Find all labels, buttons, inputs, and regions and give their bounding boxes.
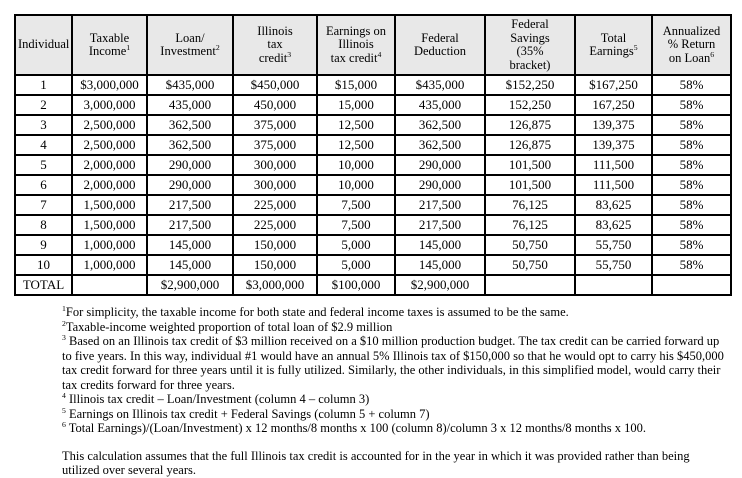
table-cell: 362,500 xyxy=(395,115,485,135)
table-cell: 10,000 xyxy=(317,175,395,195)
table-cell: 2,000,000 xyxy=(72,155,147,175)
table-cell: $2,900,000 xyxy=(147,275,233,295)
column-header-8: Total Earnings$^5$ xyxy=(575,15,652,75)
table-cell: 145,000 xyxy=(147,235,233,255)
column-header-4: Illinois tax credit$^3$ xyxy=(233,15,317,75)
table-cell: 1,000,000 xyxy=(72,255,147,275)
table-cell: 101,500 xyxy=(485,175,575,195)
table-cell: 375,000 xyxy=(233,135,317,155)
table-cell: 50,750 xyxy=(485,255,575,275)
footnote-marker: 5 xyxy=(62,405,66,415)
footnote-1: $^1$For simplicity, the taxable income for both state and federal income taxes is assumed to be the same. xyxy=(62,303,569,319)
table-cell: 290,000 xyxy=(147,175,233,195)
table-cell: 5,000 xyxy=(317,235,395,255)
table-cell: 3,000,000 xyxy=(72,95,147,115)
footnote-6: $^6$ Total Earnings)/(Loan/Investment) x 12 months/8 months x 100 (column 8)/column 3 x 12 months/8 months x 100. xyxy=(62,419,646,435)
table-cell xyxy=(485,275,575,295)
table-cell: 145,000 xyxy=(395,235,485,255)
table-cell: 15,000 xyxy=(317,95,395,115)
table-cell: $152,250 xyxy=(485,75,575,95)
table-cell: 145,000 xyxy=(147,255,233,275)
table-cell: 58% xyxy=(652,215,731,235)
table-row xyxy=(15,255,731,275)
table-cell: $3,000,000 xyxy=(72,75,147,95)
table-cell: 217,500 xyxy=(395,215,485,235)
table-cell: 225,000 xyxy=(233,195,317,215)
footnote-marker: 6 xyxy=(62,419,66,429)
table-cell: 217,500 xyxy=(147,195,233,215)
total-row xyxy=(15,275,731,295)
table-cell: 3 xyxy=(15,115,72,135)
table-cell: 139,375 xyxy=(575,135,652,155)
table-cell: 58% xyxy=(652,115,731,135)
table-cell: 76,125 xyxy=(485,215,575,235)
table-cell: 55,750 xyxy=(575,235,652,255)
table-row xyxy=(15,115,731,135)
table-cell: $167,250 xyxy=(575,75,652,95)
table-cell: 58% xyxy=(652,175,731,195)
table-cell: 300,000 xyxy=(233,155,317,175)
footnote-marker: 6 xyxy=(710,49,715,59)
table-cell: $435,000 xyxy=(395,75,485,95)
table-row xyxy=(15,175,731,195)
table-cell: 362,500 xyxy=(147,135,233,155)
column-header-9: Annualized % Return on Loan$^6$ xyxy=(652,15,731,75)
table-cell: 450,000 xyxy=(233,95,317,115)
table-cell: 111,500 xyxy=(575,155,652,175)
column-header-1: Individual xyxy=(15,15,72,75)
column-header-6: Federal Deduction xyxy=(395,15,485,75)
table-cell: 1,500,000 xyxy=(72,215,147,235)
table-cell: 150,000 xyxy=(233,255,317,275)
table-cell: 152,250 xyxy=(485,95,575,115)
closing-note: This calculation assumes that the full Illinois tax credit is accounted for in the year in which it was provided rather than being utilized over several years. xyxy=(62,448,690,477)
footnote-marker: 2 xyxy=(62,318,66,328)
table-cell: 217,500 xyxy=(395,195,485,215)
table-cell: 139,375 xyxy=(575,115,652,135)
table-cell: 7,500 xyxy=(317,195,395,215)
footnote-2: $^2$Taxable-income weighted proportion of total loan of $2.9 million xyxy=(62,318,393,334)
table-row xyxy=(15,215,731,235)
table-cell: 1,500,000 xyxy=(72,195,147,215)
table-cell: 300,000 xyxy=(233,175,317,195)
table-cell: 362,500 xyxy=(395,135,485,155)
table-cell: 58% xyxy=(652,155,731,175)
footnote-marker: 4 xyxy=(377,49,382,59)
table-cell: 225,000 xyxy=(233,215,317,235)
table-cell: 101,500 xyxy=(485,155,575,175)
table-row xyxy=(15,195,731,215)
table-cell: 5 xyxy=(15,155,72,175)
table-cell: 375,000 xyxy=(233,115,317,135)
footnote-5: $^5$ Earnings on Illinois tax credit + Federal Savings (column 5 + column 7) xyxy=(62,405,430,421)
table-cell: $450,000 xyxy=(233,75,317,95)
table-cell: 12,500 xyxy=(317,115,395,135)
footnote-marker: 1 xyxy=(126,42,131,52)
table-row xyxy=(15,75,731,95)
table-cell: 150,000 xyxy=(233,235,317,255)
table-cell: $15,000 xyxy=(317,75,395,95)
table-cell: 2,500,000 xyxy=(72,135,147,155)
table-cell: 58% xyxy=(652,135,731,155)
table-cell: 5,000 xyxy=(317,255,395,275)
footnote-marker: 3 xyxy=(287,49,292,59)
table-cell: $100,000 xyxy=(317,275,395,295)
table-cell: $2,900,000 xyxy=(395,275,485,295)
table-cell: 1 xyxy=(15,75,72,95)
table-row xyxy=(15,95,731,115)
table-cell: 111,500 xyxy=(575,175,652,195)
table-cell: 7,500 xyxy=(317,215,395,235)
table-cell: 50,750 xyxy=(485,235,575,255)
table-cell: 76,125 xyxy=(485,195,575,215)
column-header-2: Taxable Income$^1$ xyxy=(72,15,147,75)
column-header-3: Loan/ Investment$^2$ xyxy=(147,15,233,75)
table-cell: 10 xyxy=(15,255,72,275)
table-cell: TOTAL xyxy=(15,275,72,295)
table-cell: 435,000 xyxy=(395,95,485,115)
table-cell: 362,500 xyxy=(147,115,233,135)
table-row xyxy=(15,155,731,175)
table-cell: 2,000,000 xyxy=(72,175,147,195)
table-cell: 58% xyxy=(652,75,731,95)
footnote-marker: 1 xyxy=(62,303,66,313)
table-cell: 290,000 xyxy=(395,155,485,175)
table-cell: 83,625 xyxy=(575,215,652,235)
table-cell: 55,750 xyxy=(575,255,652,275)
footnotes-block xyxy=(62,305,730,436)
table-cell: 58% xyxy=(652,95,731,115)
table-cell: 4 xyxy=(15,135,72,155)
table-cell: 126,875 xyxy=(485,115,575,135)
table-cell: $435,000 xyxy=(147,75,233,95)
footnote-marker: 4 xyxy=(62,390,66,400)
table-cell: 6 xyxy=(15,175,72,195)
table-cell: $3,000,000 xyxy=(233,275,317,295)
table-cell: 217,500 xyxy=(147,215,233,235)
tax-credit-table xyxy=(14,14,732,296)
table-cell: 12,500 xyxy=(317,135,395,155)
footnote-3: $^3$ Based on an Illinois tax credit of $3 million received on a $10 million production budget. The tax credit can be carried forward up to five years. In this way, individual #1 would have an annual 5% Illinois tax of $150,000 so that he would opt to carry his $450,000 tax credit forward for three years until it is fully utilized. Similarly, the other individuals, in this simplified model, would carry their tax credits forward for three years. xyxy=(62,332,724,392)
footnote-4: $^4$ Illinois tax credit – Loan/Investment (column 4 – column 3) xyxy=(62,390,370,406)
table-cell: 58% xyxy=(652,255,731,275)
footnote-marker: 2 xyxy=(215,42,220,52)
column-header-7: Federal Savings (35% bracket) xyxy=(485,15,575,75)
document-body xyxy=(14,14,730,478)
table-cell: 83,625 xyxy=(575,195,652,215)
table-cell: 9 xyxy=(15,235,72,255)
table-cell: 58% xyxy=(652,195,731,215)
table-cell: 1,000,000 xyxy=(72,235,147,255)
footnote-marker: 3 xyxy=(62,332,66,342)
table-cell: 2 xyxy=(15,95,72,115)
table-row xyxy=(15,235,731,255)
table-cell: 58% xyxy=(652,235,731,255)
table-cell: 145,000 xyxy=(395,255,485,275)
table-cell: 7 xyxy=(15,195,72,215)
table-cell xyxy=(652,275,731,295)
table-cell: 10,000 xyxy=(317,155,395,175)
table-cell: 126,875 xyxy=(485,135,575,155)
table-header-row xyxy=(15,15,731,75)
table-cell: 435,000 xyxy=(147,95,233,115)
table-cell: 8 xyxy=(15,215,72,235)
table-cell xyxy=(72,275,147,295)
table-cell: 290,000 xyxy=(147,155,233,175)
table-cell: 2,500,000 xyxy=(72,115,147,135)
table-cell xyxy=(575,275,652,295)
table-row xyxy=(15,135,731,155)
table-cell: 167,250 xyxy=(575,95,652,115)
column-header-5: Earnings on Illinois tax credit$^4$ xyxy=(317,15,395,75)
footnote-marker: 5 xyxy=(633,42,638,52)
table-cell: 290,000 xyxy=(395,175,485,195)
